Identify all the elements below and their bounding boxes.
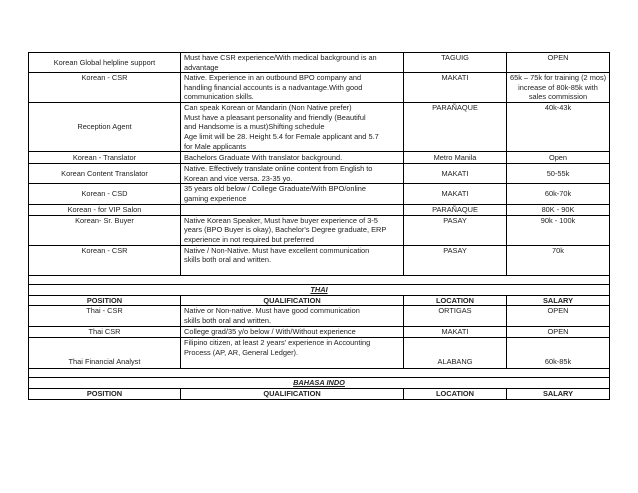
table-row [29, 152, 610, 164]
location-cell: MAKATI [404, 184, 507, 204]
location-cell: MAKATI [404, 164, 507, 184]
header-position: POSITION [29, 295, 181, 306]
header-qualification: QUALIFICATION [181, 295, 404, 306]
salary-line: increase of 80k-85k with [518, 82, 598, 92]
spacer-row [29, 369, 610, 378]
location-cell: PARAÑAQUE [404, 103, 507, 152]
qualification-line: handling financial accounts is a nadvantage.With good [184, 82, 363, 92]
qualification-cell [181, 73, 404, 103]
location-cell: Metro Manila [404, 152, 507, 164]
spacer-row [29, 275, 610, 284]
position-cell: Thai Financial Analyst [29, 338, 181, 369]
spacer-cell [29, 369, 610, 378]
salary-cell: 50-55k [507, 164, 610, 184]
spacer-cell [29, 275, 610, 284]
location-cell: ALABANG [404, 338, 507, 369]
position-cell: Korean Content Translator [29, 164, 181, 184]
position-cell: Korean - Translator [29, 152, 181, 164]
table-row [29, 53, 610, 73]
location-cell: MAKATI [404, 73, 507, 103]
qualification-line: Native / Non-Native. Must have excellent communication [184, 245, 370, 255]
table-row [29, 306, 610, 327]
table-row [29, 184, 610, 204]
qualification-line: Filipino citizen, at least 2 years' experience in Accounting [184, 338, 371, 348]
table-row [29, 164, 610, 184]
header-row [29, 295, 610, 306]
qualification-cell [181, 103, 404, 152]
qualification-line: Can speak Korean or Mandarin (Non Native prefer) [184, 103, 352, 113]
qualification-line: Native Korean Speaker, Must have buyer experience of 3-5 [184, 215, 378, 225]
qualification-line: skills both oral and written. [184, 255, 272, 265]
qualification-line: communication skills. [184, 92, 254, 102]
section-title-row [29, 378, 610, 389]
header-qualification: QUALIFICATION [181, 389, 404, 400]
salary-cell: 60k-70k [507, 184, 610, 204]
position-cell: Thai - CSR [29, 306, 181, 327]
section-title-row [29, 284, 610, 295]
position-cell: Korean - CSD [29, 184, 181, 204]
table-row [29, 327, 610, 338]
location-cell: PASAY [404, 215, 507, 245]
section-title-bahasa: BAHASA INDO [29, 378, 610, 389]
header-salary: SALARY [507, 295, 610, 306]
salary-line: sales commission [528, 92, 588, 102]
salary-cell: Open [507, 152, 610, 164]
salary-cell: OPEN [507, 327, 610, 338]
qualification-line: experience in not required but preferred [184, 234, 314, 244]
header-row [29, 389, 610, 400]
position-cell: Korean - CSR [29, 245, 181, 275]
job-table [28, 52, 610, 400]
location-cell: PASAY [404, 245, 507, 275]
position-cell: Korean - for VIP Salon [29, 204, 181, 215]
position-cell: Korean - CSR [29, 73, 181, 103]
location-cell: TAGUIG [404, 53, 507, 73]
section-title-thai: THAI [29, 284, 610, 295]
qualification-cell [181, 184, 404, 204]
salary-cell: OPEN [507, 53, 610, 73]
header-salary: SALARY [507, 389, 610, 400]
location-cell: MAKATI [404, 327, 507, 338]
position-cell: Reception Agent [29, 103, 181, 152]
qualification-line: and Handsome is a must)Shifting schedule [184, 122, 325, 132]
location-cell: PARAÑAQUE [404, 204, 507, 215]
salary-cell: 80K - 90K [507, 204, 610, 215]
position-cell: Korean Global helpline support [29, 53, 181, 73]
table-row [29, 245, 610, 275]
qualification-cell [181, 215, 404, 245]
table-row [29, 215, 610, 245]
qualification-cell [181, 306, 404, 327]
salary-cell: 90k - 100k [507, 215, 610, 245]
salary-cell: 40k-43k [507, 103, 610, 152]
qualification-line: Must have a pleasant personality and friendly (Beautiful [184, 112, 366, 122]
job-listing-sheet [28, 52, 609, 400]
table-row [29, 103, 610, 152]
qualification-cell [181, 53, 404, 73]
header-location: LOCATION [404, 295, 507, 306]
qualification-line: Native. Effectively translate online content from English to [184, 164, 373, 174]
qualification-cell [181, 245, 404, 275]
position-cell: Thai CSR [29, 327, 181, 338]
table-row [29, 204, 610, 215]
qualification-line: advantage [184, 62, 219, 72]
qualification-cell [181, 338, 404, 369]
qualification-line: 35 years old below / College Graduate/With BPO/online [184, 184, 366, 194]
salary-cell: 60k-85k [507, 338, 610, 369]
location-cell: ORTIGAS [404, 306, 507, 327]
table-row [29, 338, 610, 369]
qualification-line: gaming experience [184, 193, 247, 203]
qualification-line: Korean and vice versa. 23-35 yo. [184, 173, 293, 183]
qualification-line: Native. Experience in an outbound BPO company and [184, 73, 362, 83]
qualification-line: Age limit will be 28. Height 5.4 for Female applicant and 5.7 [184, 131, 379, 141]
qualification-line: Native or Non-native. Must have good communication [184, 306, 360, 316]
qualification-line: for Male applicants [184, 141, 247, 151]
qualification-line: Process (AP, AR, General Ledger). [184, 347, 299, 357]
table-row [29, 73, 610, 103]
salary-cell: OPEN [507, 306, 610, 327]
salary-cell: 70k [507, 245, 610, 275]
qualification-line: Must have CSR experience/With medical background is an [184, 53, 377, 62]
salary-cell [507, 73, 610, 103]
position-cell: Korean- Sr. Buyer [29, 215, 181, 245]
qualification-line: skills both oral and written. [184, 315, 272, 325]
qualification-cell [181, 204, 404, 215]
qualification-cell: College grad/35 y/o below / With/Without experience [181, 327, 404, 338]
qualification-cell: Bachelors Graduate With translator background. [181, 152, 404, 164]
header-position: POSITION [29, 389, 181, 400]
qualification-cell [181, 164, 404, 184]
salary-line: 65k – 75k for training (2 mos) [510, 73, 607, 83]
header-location: LOCATION [404, 389, 507, 400]
qualification-line: years (BPO Buyer is okay), Bachelor's Degree graduate, ERP [184, 225, 387, 235]
